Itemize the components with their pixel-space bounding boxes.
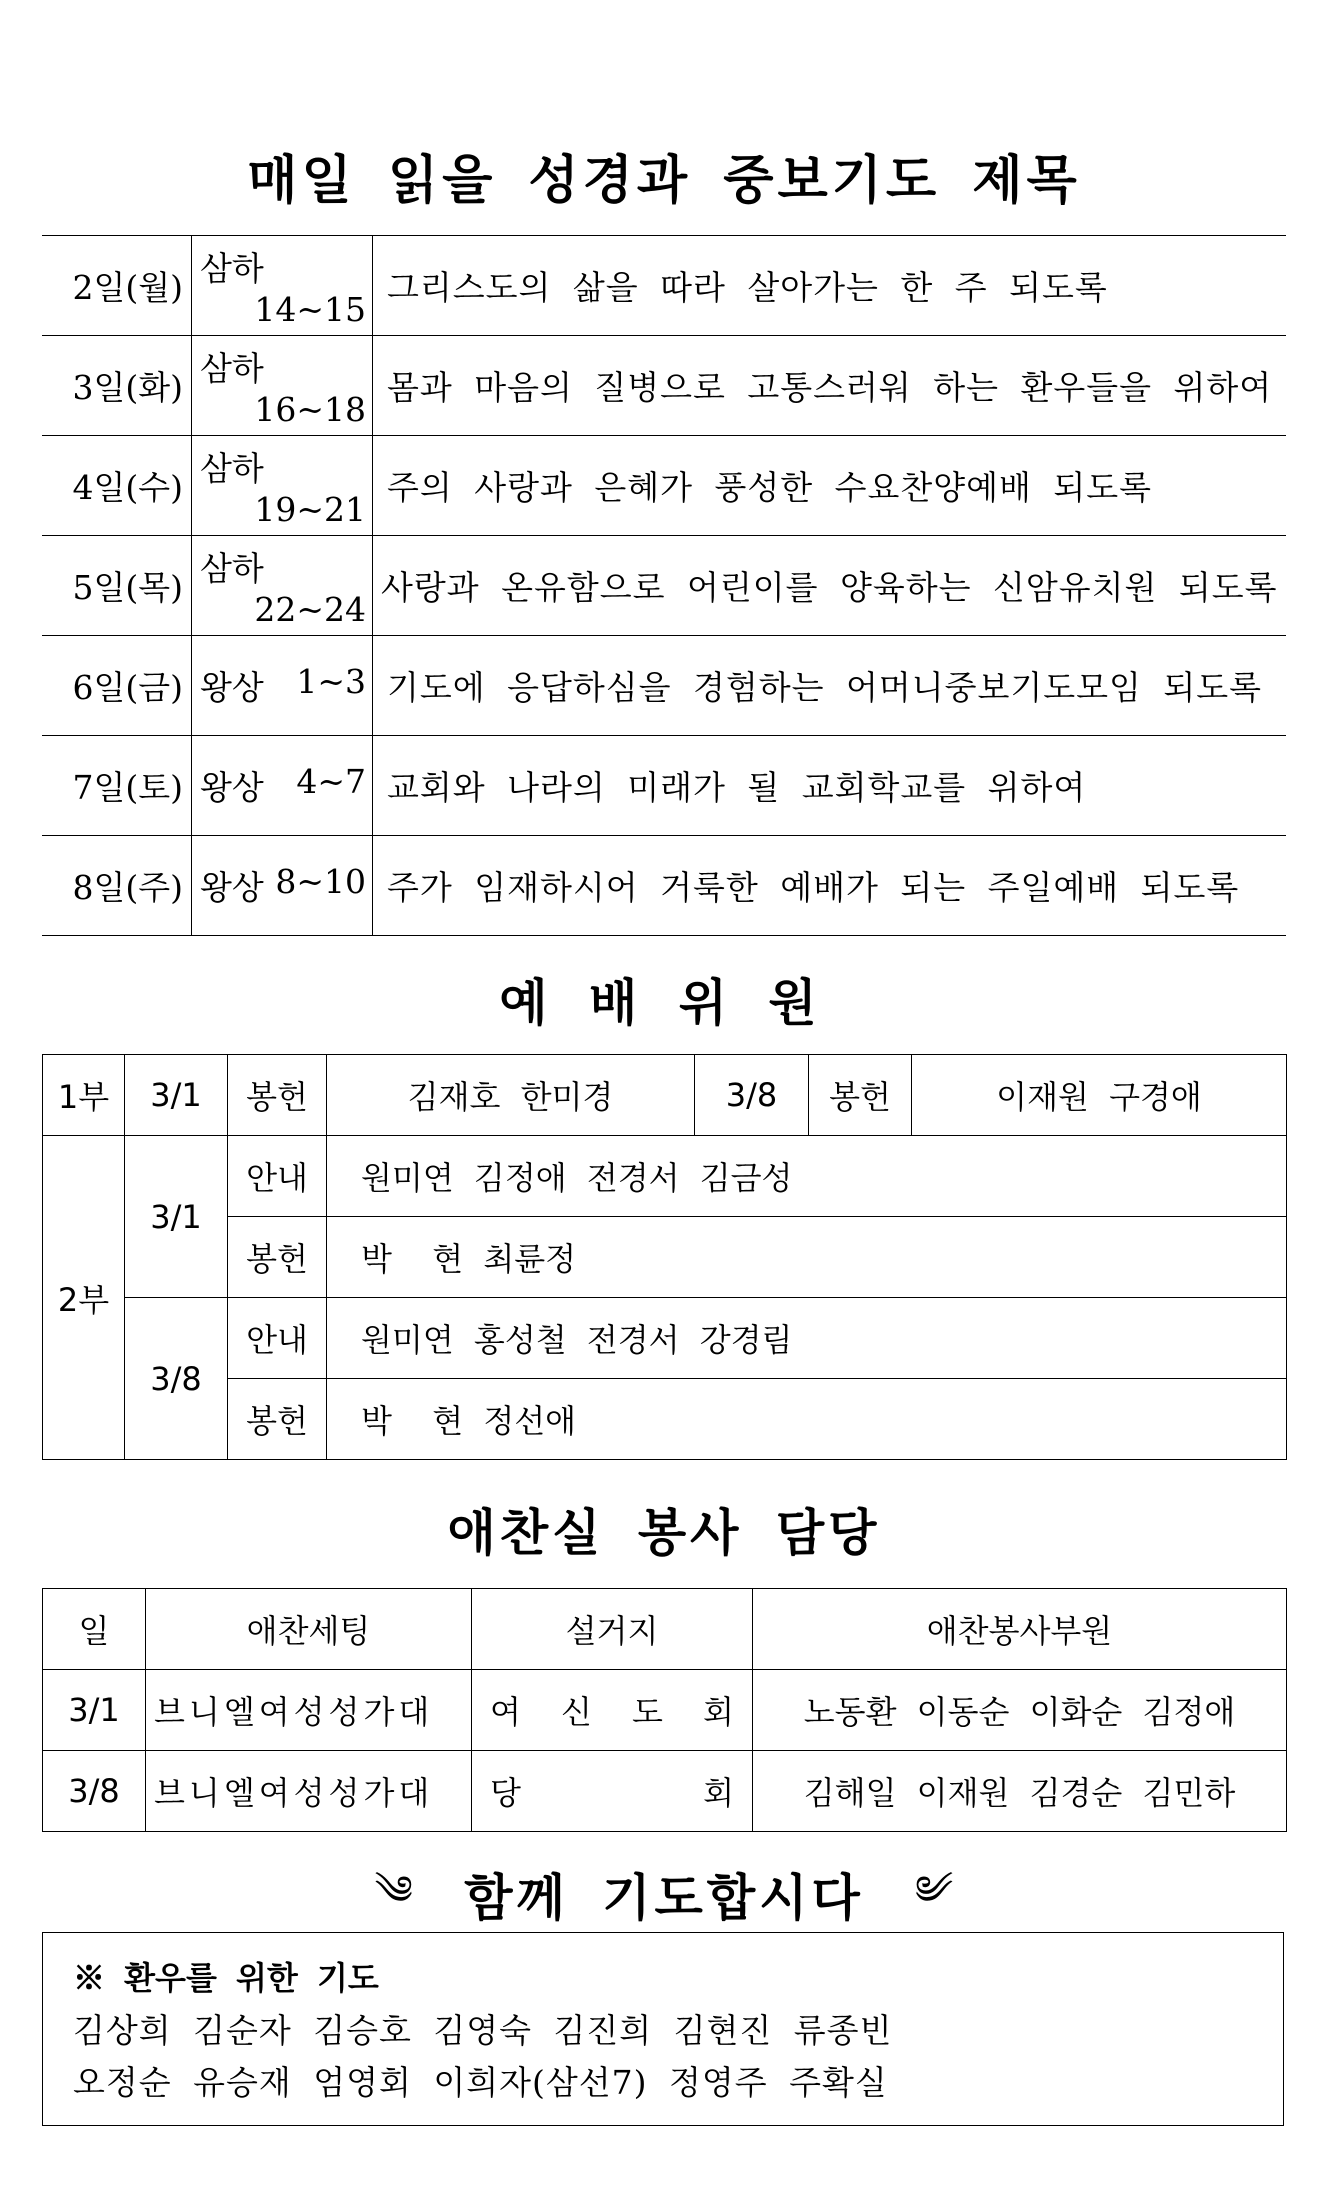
- names-cell: 원미연 김정애 전경서 김금성: [327, 1136, 1287, 1217]
- reading-row: [42, 636, 1286, 736]
- column-header: 일: [43, 1589, 146, 1670]
- reading-table: [42, 235, 1286, 936]
- dishes-char: 도: [632, 1693, 663, 1731]
- date-cell: 3/8: [43, 1751, 146, 1832]
- book-name: 삼하: [200, 348, 264, 388]
- setting-cell: 브니엘여성성가대: [146, 1670, 472, 1751]
- prayer-topic: 교회와 나라의 미래가 될 교회학교를 위하여: [387, 768, 1087, 807]
- passage-cell: [192, 336, 373, 436]
- passage-cell: [192, 736, 373, 836]
- dishes-char: 당: [490, 1774, 521, 1812]
- date-cell: 3/1: [125, 1055, 228, 1136]
- ornament-left-icon: ༄: [374, 1868, 417, 1914]
- date-cell: 3/1: [43, 1670, 146, 1751]
- book-name: 삼하: [200, 448, 264, 488]
- chapter-range: 19~21: [254, 489, 366, 529]
- chapter-range: 16~18: [254, 389, 366, 429]
- book-name: 왕상: [200, 768, 264, 807]
- worship-row-first: [43, 1055, 1287, 1136]
- reading-row: [42, 836, 1286, 936]
- names-cell: 원미연 홍성철 전경서 강경림: [327, 1298, 1287, 1379]
- worship-row: [43, 1379, 1287, 1460]
- worship-committee-table: [42, 1054, 1287, 1460]
- book-name: 왕상: [200, 868, 264, 907]
- date-cell: 3/1: [125, 1136, 228, 1298]
- chapter-range: 1~3: [296, 662, 366, 701]
- dishes-char: 회: [703, 1774, 734, 1812]
- duty-row: [43, 1751, 1287, 1832]
- reading-title: 매일 읽을 성경과 중보기도 제목: [247, 151, 1081, 211]
- reading-row: [42, 536, 1286, 636]
- names-cell: 박 현 정선애: [327, 1379, 1287, 1460]
- duty-title: 애찬실 봉사 담당: [447, 1504, 881, 1562]
- chapter-range: 4~7: [296, 762, 366, 801]
- day-cell: 7일(토): [42, 736, 192, 836]
- day-cell: 4일(수): [42, 436, 192, 536]
- date-cell: 3/8: [125, 1298, 228, 1460]
- day-cell: 8일(주): [42, 836, 192, 936]
- fellowship-duty-table: [42, 1588, 1287, 1832]
- column-header: 설거지: [472, 1589, 753, 1670]
- service-label: 1부: [43, 1055, 125, 1136]
- day-cell: 6일(금): [42, 636, 192, 736]
- dishes-char: 회: [703, 1693, 734, 1731]
- passage-cell: [192, 836, 373, 936]
- reading-row: [42, 736, 1286, 836]
- dishes-cell: [472, 1751, 753, 1832]
- reading-row: [42, 436, 1286, 536]
- prayer-topic: 주의 사랑과 은혜가 풍성한 수요찬양예배 되도록: [387, 468, 1153, 507]
- names-cell: 김재호 한미경: [327, 1055, 695, 1136]
- reading-row: [42, 336, 1286, 436]
- day-cell: 3일(화): [42, 336, 192, 436]
- reading-row: [42, 236, 1286, 336]
- dishes-cell: [472, 1670, 753, 1751]
- role-label: 봉헌: [228, 1217, 327, 1298]
- column-header: 애찬세팅: [146, 1589, 472, 1670]
- prayer-topic: 사랑과 온유함으로 어린이를 양육하는 신암유치원 되도록: [381, 568, 1278, 607]
- role-label: 봉헌: [809, 1055, 912, 1136]
- chapter-range: 8~10: [275, 862, 366, 901]
- book-name: 왕상: [200, 668, 264, 707]
- members-cell: 김해일 이재원 김경순 김민하: [753, 1751, 1287, 1832]
- names-cell: 박 현 최륜정: [327, 1217, 1287, 1298]
- ornament-right-icon: ༄: [911, 1868, 954, 1914]
- role-label: 봉헌: [228, 1055, 327, 1136]
- members-cell: 노동환 이동순 이화순 김정애: [753, 1670, 1287, 1751]
- prayer-topic: 주가 임재하시어 거룩한 예배가 되는 주일예배 되도록: [387, 868, 1240, 907]
- prayer-title: 함께 기도합시다: [464, 1869, 864, 1927]
- role-label: 안내: [228, 1298, 327, 1379]
- chapter-range: 14~15: [254, 289, 366, 329]
- book-name: 삼하: [200, 248, 264, 288]
- duty-header-row: [43, 1589, 1287, 1670]
- dishes-char: 여: [490, 1693, 521, 1731]
- prayer-topic: 그리스도의 삶을 따라 살아가는 한 주 되도록: [387, 268, 1108, 307]
- prayer-names-line: 김상희 김순자 김승호 김영숙 김진희 김현진 류종빈: [73, 2011, 893, 2050]
- worship-row: [43, 1136, 1287, 1217]
- worship-row: [43, 1298, 1287, 1379]
- duty-row: [43, 1670, 1287, 1751]
- prayer-names-line: 오정순 유승재 엄영회 이희자(삼선7) 정영주 주확실: [73, 2063, 888, 2102]
- day-cell: 5일(목): [42, 536, 192, 636]
- passage-cell: [192, 636, 373, 736]
- role-label: 안내: [228, 1136, 327, 1217]
- service-label: 2부: [43, 1136, 125, 1460]
- role-label: 봉헌: [228, 1379, 327, 1460]
- prayer-box: [42, 1932, 1284, 2126]
- names-cell: 이재원 구경애: [912, 1055, 1287, 1136]
- passage-cell: [192, 536, 373, 636]
- setting-cell: 브니엘여성성가대: [146, 1751, 472, 1832]
- prayer-topic: 기도에 응답하심을 경험하는 어머니중보기도모임 되도록: [387, 668, 1263, 707]
- passage-cell: [192, 436, 373, 536]
- prayer-topic: 몸과 마음의 질병으로 고통스러워 하는 환우들을 위하여: [387, 368, 1273, 407]
- dishes-char: 신: [561, 1693, 592, 1731]
- date-cell: 3/8: [695, 1055, 809, 1136]
- passage-cell: [192, 236, 373, 336]
- chapter-range: 22~24: [254, 589, 366, 629]
- day-cell: 2일(월): [42, 236, 192, 336]
- worship-title: 예 배 위 원: [499, 974, 829, 1032]
- column-header: 애찬봉사부원: [753, 1589, 1287, 1670]
- book-name: 삼하: [200, 548, 264, 588]
- prayer-heading: ※ 환우를 위한 기도: [73, 1959, 379, 1997]
- worship-row: [43, 1217, 1287, 1298]
